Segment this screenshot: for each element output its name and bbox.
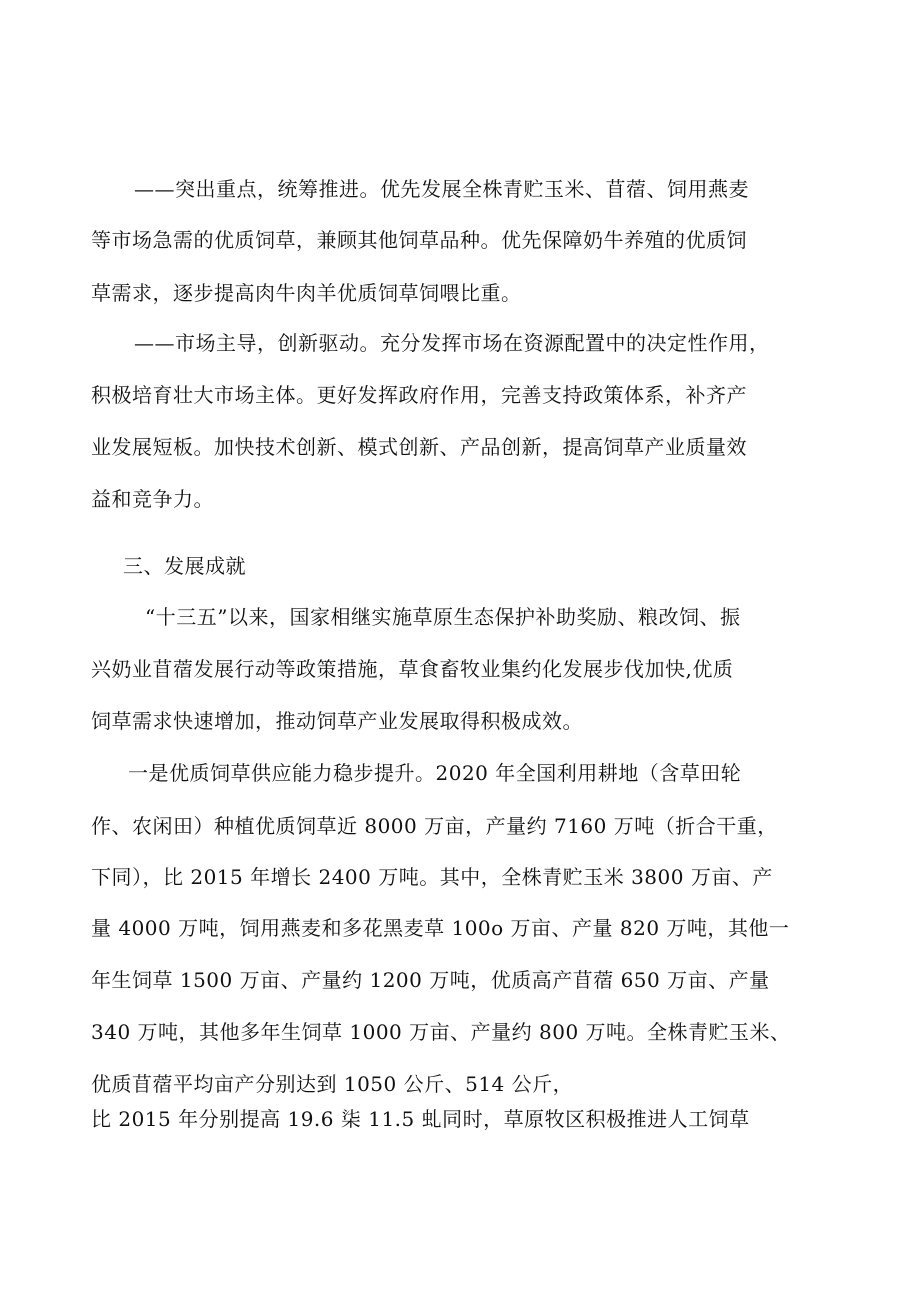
text-line: 积极培育壮大市场主体。更好发挥政府作用，完善支持政策体系，补齐产: [91, 383, 747, 407]
text-line: 比 2015 年分别提高 19.6 柒 11.5 虬同时，草原牧区积极推进人工饲草: [91, 1107, 750, 1131]
text-line: 下同），比 2015 年增长 2400 万吨。其中，全株青贮玉米 3800 万亩、产: [91, 865, 773, 889]
text-line: 优质苜蓿平均亩产分别达到 1050 公斤、514 公斤，: [91, 1072, 574, 1096]
text-line: “十三五”以来，国家相继实施草原生态保护补助奖励、粮改饲、振: [145, 605, 741, 629]
text-line: 年生饲草 1500 万亩、产量约 1200 万吨，优质高产苜蓿 650 万亩、产量: [91, 968, 770, 992]
text-line: 草需求，逐步提高肉牛肉羊优质饲草饲喂比重。: [91, 281, 522, 305]
text-line: 作、农闲田）种植优质饲草近 8000 万亩，产量约 7160 万吨（折合干重，: [91, 814, 778, 838]
text-line: 兴奶业苜蓿发展行动等政策措施，草食畜牧业集约化发展步伐加快,优质: [91, 657, 734, 681]
text-line: 饲草需求快速增加，推动饲草产业发展取得积极成效。: [91, 709, 583, 733]
text-line: 益和竞争力。: [91, 487, 214, 511]
text-line: 业发展短板。加快技术创新、模式创新、产品创新，提高饲草产业质量效: [91, 435, 747, 459]
text-line: 量 4000 万吨，饲用燕麦和多花黑麦草 100o 万亩、产量 820 万吨，其他一: [91, 916, 790, 940]
text-line: 一是优质饲草供应能力稳步提升。2020 年全国利用耕地（含草田轮: [128, 761, 742, 785]
section-heading: 三、发展成就: [123, 554, 246, 578]
text-line: ——市场主导，创新驱动。充分发挥市场在资源配置中的决定性作用，: [134, 331, 770, 355]
text-line: 等市场急需的优质饲草，兼顾其他饲草品种。优先保障奶牛养殖的优质饲: [91, 228, 747, 252]
text-line: ——突出重点，统筹推进。优先发展全株青贮玉米、苜蓿、饲用燕麦: [134, 177, 749, 201]
text-line: 340 万吨，其他多年生饲草 1000 万亩、产量约 800 万吨。全株青贮玉米、: [91, 1020, 791, 1044]
